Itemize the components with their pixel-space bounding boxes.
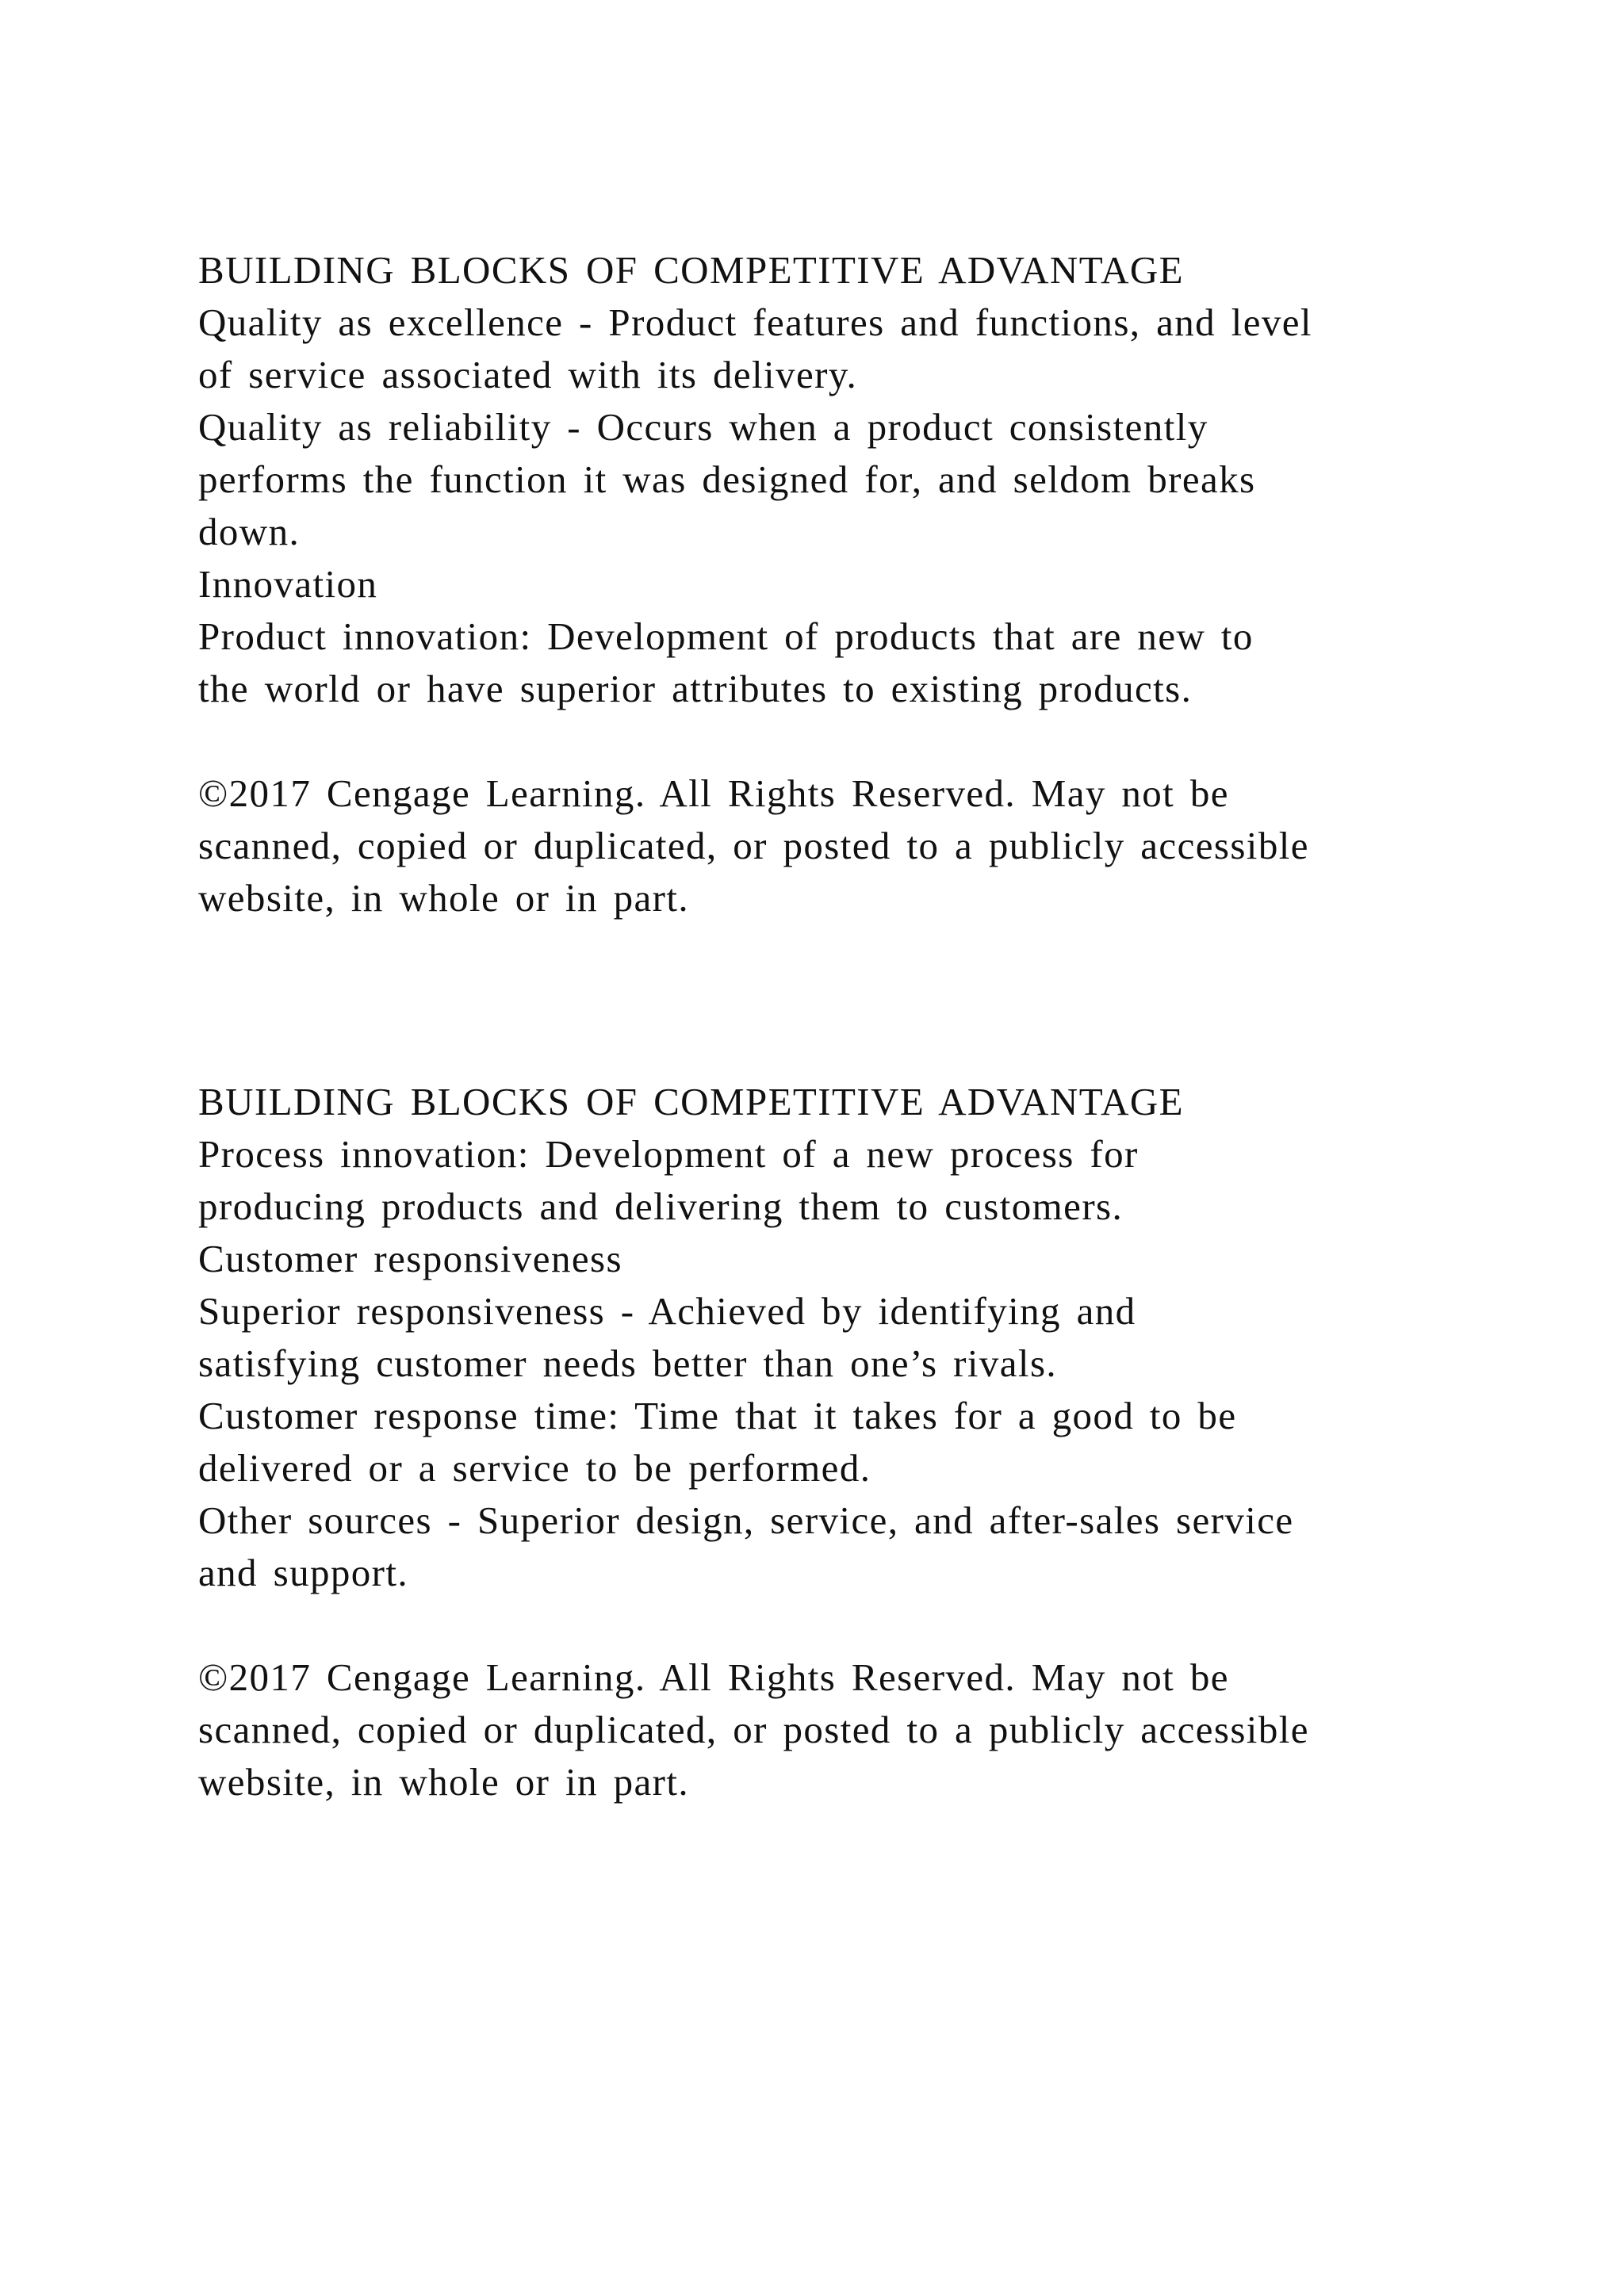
body-line: Superior responsiveness - Achieved by identifying and: [198, 1289, 1136, 1333]
body-line: delivered or a service to be performed.: [198, 1446, 871, 1490]
slide-text-block-2: [198, 1076, 1467, 1808]
body-line: producing products and delivering them to customers.: [198, 1184, 1124, 1228]
body-line: Other sources - Superior design, service, and after-sales service: [198, 1498, 1294, 1542]
body-line: Innovation: [198, 562, 378, 606]
copyright-line: scanned, copied or duplicated, or posted to a publicly accessible: [198, 824, 1309, 867]
copyright-line: website, in whole or in part.: [198, 876, 690, 920]
copyright-line: ©2017 Cengage Learning. All Rights Reserved. May not be: [198, 771, 1229, 815]
paragraph-spacer: [198, 1599, 1467, 1651]
body-line: performs the function it was designed for, and seldom breaks: [198, 457, 1256, 501]
body-line: Process innovation: Development of a new process for: [198, 1132, 1139, 1176]
body-line: down.: [198, 510, 301, 553]
body-line: and support.: [198, 1551, 409, 1594]
body-line: Customer responsiveness: [198, 1237, 622, 1280]
body-line: Customer response time: Time that it takes for a good to be: [198, 1394, 1237, 1437]
section-title: BUILDING BLOCKS OF COMPETITIVE ADVANTAGE: [198, 1080, 1185, 1123]
body-line: the world or have superior attributes to existing products.: [198, 667, 1193, 710]
body-line: of service associated with its delivery.: [198, 353, 858, 396]
body-line: Quality as excellence - Product features and functions, and level: [198, 300, 1312, 344]
body-line: satisfying customer needs better than one’s rivals.: [198, 1341, 1058, 1385]
section-title: BUILDING BLOCKS OF COMPETITIVE ADVANTAGE: [198, 248, 1185, 292]
body-line: Quality as reliability - Occurs when a product consistently: [198, 405, 1208, 449]
copyright-line: scanned, copied or duplicated, or posted to a publicly accessible: [198, 1708, 1309, 1751]
copyright-line: ©2017 Cengage Learning. All Rights Reserved. May not be: [198, 1655, 1229, 1699]
slide-text-block-1: [198, 244, 1467, 924]
body-line: Product innovation: Development of products that are new to: [198, 614, 1254, 658]
copyright-line: website, in whole or in part.: [198, 1760, 690, 1804]
paragraph-spacer: [198, 715, 1467, 767]
